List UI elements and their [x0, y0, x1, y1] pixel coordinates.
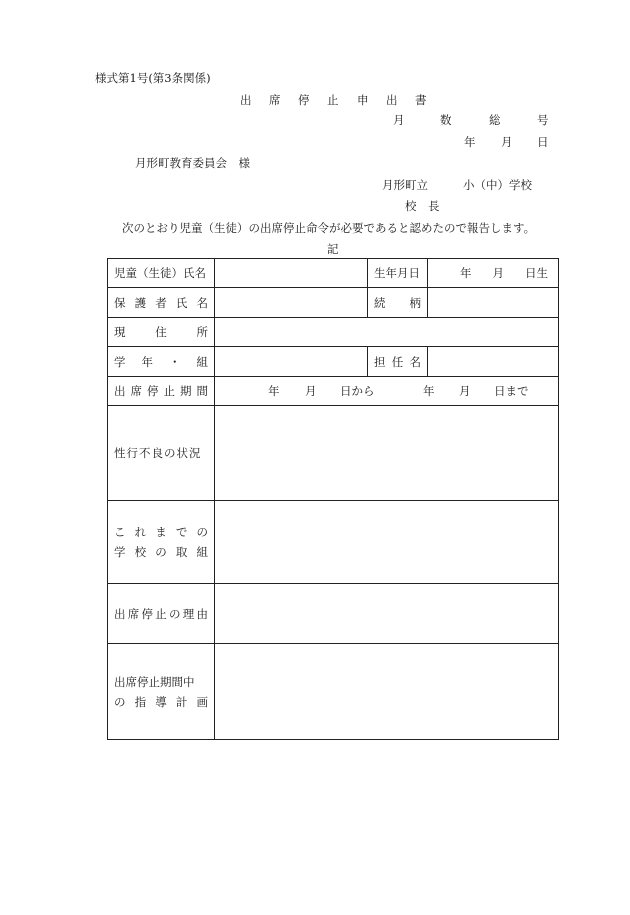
label-char: 止 — [163, 384, 175, 398]
school-type: 小（中）学校 — [463, 178, 532, 192]
birth-label: 生年月日 — [368, 259, 428, 288]
title-char: 書 — [415, 93, 427, 107]
label-char: の — [114, 694, 126, 709]
grade-class-label — [108, 347, 215, 377]
table-row — [108, 288, 559, 318]
label-char: 名 — [409, 354, 421, 369]
title-char: 止 — [327, 93, 339, 107]
suspension-reason-field[interactable] — [215, 584, 559, 644]
title-char: 出 — [240, 93, 252, 107]
table-row — [108, 406, 559, 501]
relation-field[interactable] — [428, 288, 559, 318]
ref-char: 総 — [489, 113, 501, 127]
label-char: の — [155, 545, 167, 559]
label-char: 名 — [196, 295, 208, 310]
ki-heading: 記 — [327, 242, 339, 256]
ref-char: 月 — [393, 113, 405, 127]
date-char: 月 — [501, 135, 513, 149]
table-row — [108, 318, 559, 347]
label-char: 間 — [196, 384, 208, 398]
addressee: 月形町教育委員会 様 — [135, 156, 250, 170]
label-char: 組 — [196, 545, 208, 559]
unit-month: 月 — [459, 384, 471, 398]
title-char: 申 — [357, 93, 369, 107]
label-char: 年 — [141, 354, 153, 369]
label-char: 導 — [155, 694, 167, 709]
label-char: 出 — [114, 384, 126, 398]
conduct-status-label: 性行不良の状況 — [108, 406, 215, 501]
label-char: 席 — [127, 606, 140, 621]
reference-number-line — [0, 113, 630, 127]
student-name-field[interactable] — [215, 259, 368, 288]
unit-month: 月 — [492, 266, 504, 280]
label-char: 席 — [130, 384, 142, 398]
address-label — [108, 318, 215, 347]
school-efforts-label — [108, 501, 215, 584]
title-char: 停 — [298, 93, 310, 107]
label-char: 現 — [114, 325, 126, 339]
label-char: 氏 — [175, 295, 188, 310]
label-char: で — [175, 525, 188, 539]
unit-day-from: 日から — [340, 384, 375, 398]
address-field[interactable] — [215, 318, 559, 347]
ref-char: 数 — [440, 113, 452, 127]
table-row — [108, 377, 559, 406]
unit-year: 年 — [423, 384, 435, 398]
label-char: 校 — [134, 545, 147, 559]
teacher-field[interactable] — [428, 347, 559, 377]
form-number: 様式第1号(第3条関係) — [95, 71, 211, 85]
unit-month: 月 — [305, 384, 317, 398]
label-char: 由 — [196, 606, 208, 621]
report-statement: 次のとおり児童（生徒）の出席停止命令が必要であると認めたので報告します。 — [122, 221, 536, 235]
label-char: 学 — [114, 354, 126, 369]
birth-date-field[interactable] — [428, 259, 559, 288]
report-table — [107, 258, 559, 740]
label-char: の — [196, 525, 208, 539]
label-char: 続 — [374, 295, 386, 310]
date-char: 年 — [464, 135, 476, 149]
label-char: 停 — [141, 606, 153, 621]
label-char: 計 — [175, 694, 188, 709]
teacher-label — [368, 347, 428, 377]
label-char: 指 — [134, 694, 147, 709]
principal-label: 校 長 — [405, 199, 440, 213]
label-line: 出席停止期間中 — [114, 674, 195, 689]
label-char: 止 — [155, 606, 167, 621]
unit-year: 年 — [268, 384, 280, 398]
title-char: 席 — [269, 93, 281, 107]
table-row — [108, 644, 559, 740]
label-char: 護 — [134, 295, 147, 310]
guardian-label — [108, 288, 215, 318]
label-char: 任 — [391, 354, 404, 369]
school-efforts-field[interactable] — [215, 501, 559, 584]
table-row — [108, 259, 559, 288]
unit-day-to: 日まで — [494, 384, 529, 398]
label-char: 出 — [114, 606, 126, 621]
label-char: ま — [155, 525, 167, 539]
label-char: れ — [134, 525, 147, 539]
label-char: の — [169, 606, 181, 621]
suspension-reason-label — [108, 584, 215, 644]
label-char: 停 — [147, 384, 159, 398]
guidance-plan-field[interactable] — [215, 644, 559, 740]
label-char: 画 — [196, 694, 208, 709]
suspension-period-label — [108, 377, 215, 406]
table-row — [108, 584, 559, 644]
ref-char: 号 — [537, 113, 549, 127]
unit-year: 年 — [460, 266, 472, 280]
label-char: 取 — [175, 545, 188, 559]
table-row — [108, 501, 559, 584]
label-char: 柄 — [409, 295, 421, 310]
unit-day: 日生 — [525, 266, 548, 280]
label-char: 学 — [114, 545, 126, 559]
suspension-period-field[interactable] — [215, 377, 559, 406]
date-line — [0, 135, 630, 149]
label-char: 住 — [155, 325, 167, 339]
label-char: 担 — [374, 354, 386, 369]
label-char: 保 — [114, 295, 126, 310]
label-char: 者 — [155, 295, 167, 310]
label-char: 組 — [196, 354, 208, 369]
relation-label — [368, 288, 428, 318]
title-char: 出 — [386, 93, 398, 107]
table-row — [108, 347, 559, 377]
label-char: 理 — [182, 606, 195, 621]
guardian-name-field[interactable] — [215, 288, 368, 318]
label-char: 期 — [180, 384, 192, 398]
label-char: こ — [114, 525, 126, 539]
grade-class-field[interactable] — [215, 347, 368, 377]
student-name-label: 児童（生徒）氏名 — [108, 259, 215, 288]
label-char: ・ — [169, 354, 181, 369]
date-char: 日 — [537, 135, 549, 149]
school-name: 月形町立 — [382, 178, 428, 192]
guidance-plan-label — [108, 644, 215, 740]
document-title — [0, 93, 630, 107]
label-char: 所 — [196, 325, 208, 339]
conduct-status-field[interactable] — [215, 406, 559, 501]
